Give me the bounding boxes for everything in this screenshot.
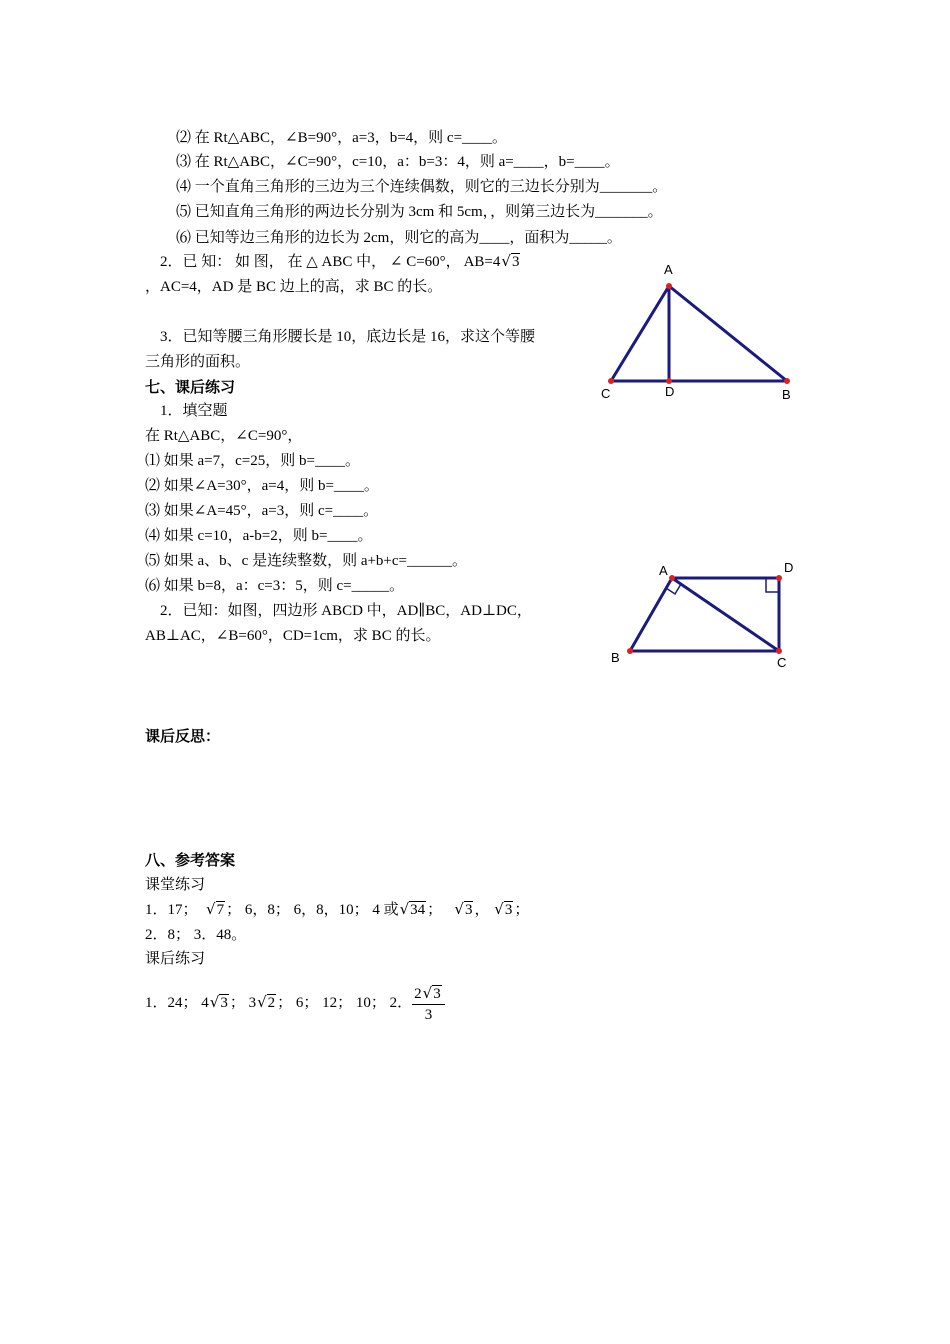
question-2-line1: 2．已 知： 如 图， 在 △ ABC 中， ∠ C=60°， AB=4√3 xyxy=(160,252,520,270)
label-c: C xyxy=(601,386,611,401)
exercise-item-2: ⑵ 在 Rt△ABC，∠B=90°，a=3，b=4，则 c=____。 xyxy=(176,130,508,146)
question-3-line1: 3．已知等腰三角形腰长是 10，底边长是 16，求这个等腰 xyxy=(160,329,536,345)
class-answers-line2: 2．8； 3．48。 xyxy=(145,927,247,943)
quadrilateral-figure-2 xyxy=(600,555,810,675)
practice-question-2-line1: 2．已知：如图，四边形 ABCD 中，AD∥BC，AD⊥DC， xyxy=(160,603,532,619)
fraction-answer: $\frac{2√3}{3}$ xyxy=(412,983,445,1025)
practice-item-2: ⑵ 如果∠A=30°，a=4，则 b=____。 xyxy=(145,478,379,494)
label-c: C xyxy=(777,655,787,670)
sqrt-expression: √3 xyxy=(494,900,513,918)
question-3-line2: 三角形的面积。 xyxy=(145,354,251,370)
exercise-item-5: ⑸ 已知直角三角形的两边长分别为 3cm 和 5cm，，则第三边长为_______。 xyxy=(176,204,663,220)
point-d xyxy=(776,575,782,581)
point-a xyxy=(666,283,672,289)
sqrt-expression: √3 xyxy=(501,252,520,270)
side-ca xyxy=(611,286,669,381)
practice-item-1: ⑴ 如果 a=7，c=25，则 b=____。 xyxy=(145,453,360,469)
question-2-line2: ，AC=4，AD 是 BC 边上的高，求 BC 的长。 xyxy=(145,279,443,295)
answers-heading: 八、参考答案 xyxy=(145,851,236,869)
practice-item-3: ⑶ 如果∠A=45°，a=3，则 c=____。 xyxy=(145,503,379,519)
sqrt-expression: √3 xyxy=(209,993,228,1011)
practice-item-5: ⑸ 如果 a、b、c 是连续整数，则 a+b+c=______。 xyxy=(145,553,468,569)
after-answers-line1: 1．24； 4√3 ； 3√2 ； 6； 12； 10； 2． $\frac{2√3}{3}$ xyxy=(145,980,445,1025)
point-b xyxy=(627,648,633,654)
practice-item-6: ⑹ 如果 b=8，a：c=3：5，则 c=_____。 xyxy=(145,578,405,594)
label-b: B xyxy=(782,387,791,402)
sqrt-expression: √34 xyxy=(399,900,426,918)
condition-text: 在 Rt△ABC，∠C=90°， xyxy=(145,428,303,444)
after-practice-label: 课后练习 xyxy=(145,951,206,967)
section-7-heading: 七、课后练习 xyxy=(145,378,236,396)
label-a: A xyxy=(659,563,668,578)
class-practice-label: 课堂练习 xyxy=(145,877,206,893)
exercise-item-4: ⑷ 一个直角三角形的三边为三个连续偶数，则它的三边长分别为_______。 xyxy=(176,179,668,195)
practice-item-4: ⑷ 如果 c=10，a-b=2，则 b=____。 xyxy=(145,528,373,544)
label-b: B xyxy=(611,650,620,665)
triangle-figure-1 xyxy=(595,255,810,405)
sqrt-expression: √7 xyxy=(206,900,225,918)
sqrt-expression: √2 xyxy=(257,993,276,1011)
practice-question-2-line2: AB⊥AC，∠B=60°，CD=1cm，求 BC 的长。 xyxy=(145,628,441,644)
reflection-heading: 课后反思： xyxy=(145,727,221,745)
point-b xyxy=(784,378,790,384)
side-ab xyxy=(669,286,787,381)
side-ab xyxy=(630,578,672,651)
exercise-item-6: ⑹ 已知等边三角形的边长为 2cm，则它的高为____，面积为_____。 xyxy=(176,230,622,246)
point-c xyxy=(608,378,614,384)
label-a: A xyxy=(664,262,673,277)
fill-blank-title: 1．填空题 xyxy=(160,403,228,419)
point-a xyxy=(669,575,675,581)
exercise-item-3: ⑶ 在 Rt△ABC，∠C=90°，c=10，a：b=3：4，则 a=____，b=____。 xyxy=(176,154,620,170)
label-d: D xyxy=(665,384,675,399)
label-d: D xyxy=(784,560,794,575)
point-c xyxy=(776,648,782,654)
sqrt-expression: √3 xyxy=(454,900,473,918)
diagonal-ac xyxy=(672,578,779,651)
class-answers-line1: 1．17； √7 ； 6，8； 6，8，10； 4 或√34 ； √3 ， √3 ； xyxy=(145,900,530,918)
